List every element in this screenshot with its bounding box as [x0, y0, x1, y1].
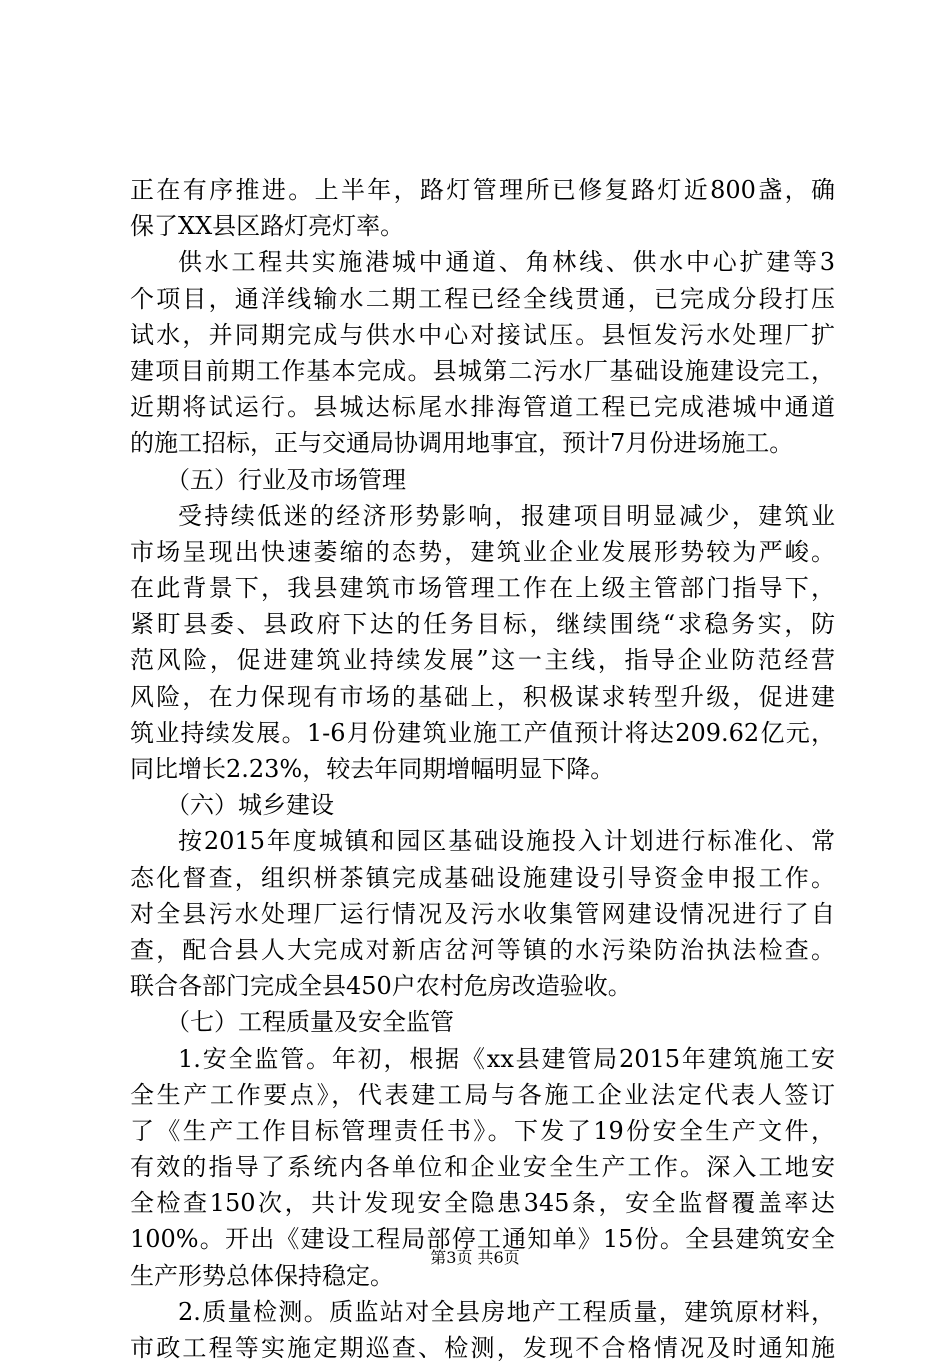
text-line: 有效的指导了系统内各单位和企业安全生产工作。深入工地安	[130, 1153, 835, 1182]
text-line: 生产形势总体保持稳定。	[130, 1261, 394, 1290]
text-line: 试水，并同期完成与供水中心对接试压。县恒发污水处理厂扩	[130, 320, 835, 349]
section-heading: （五）行业及市场管理	[166, 465, 406, 494]
section-heading: （七）工程质量及安全监管	[166, 1008, 454, 1037]
text-line: 的施工招标，正与交通局协调用地事宜，预计7月份进场施工。	[130, 429, 794, 458]
text-line: 范风险，促进建筑业持续发展”这一主线，指导企业防范经营	[130, 646, 835, 675]
text-line: 联合各部门完成全县450户农村危房改造验收。	[130, 972, 632, 1001]
text-line: 态化督查，组织栟茶镇完成基础设施建设引导资金申报工作。	[130, 863, 835, 892]
text-line: 查，配合县人大完成对新店岔河等镇的水污染防治执法检查。	[130, 935, 835, 964]
text-line: 筑业持续发展。1-6月份建筑业施工产值预计将达209.62亿元，	[130, 718, 835, 747]
text-line: 紧盯县委、县政府下达的任务目标，继续围绕“求稳务实，防	[130, 610, 835, 639]
text-line: 全生产工作要点》，代表建工局与各施工企业法定代表人签订	[130, 1080, 835, 1109]
document-body	[130, 172, 835, 1366]
text-line: 按2015年度城镇和园区基础设施投入计划进行标准化、常	[178, 827, 835, 856]
text-line: 正在有序推进。上半年，路灯管理所已修复路灯近800盏，确	[130, 176, 835, 204]
text-line: 市场呈现出快速萎缩的态势，建筑业企业发展形势较为严峻。	[130, 537, 835, 566]
text-line: 受持续低迷的经济形势影响，报建项目明显减少，建筑业	[178, 501, 835, 530]
text-line: 近期将试运行。县城达标尾水排海管道工程已完成港城中通道	[130, 393, 835, 422]
text-line: 100%。开出《建设工程局部停工通知单》15份。全县建筑安全	[130, 1225, 835, 1254]
text-line: 保了XX县区路灯亮灯率。	[130, 212, 405, 241]
text-line: 对全县污水处理厂运行情况及污水收集管网建设情况进行了自	[130, 899, 835, 928]
text-line: 供水工程共实施港城中通道、角林线、供水中心扩建等3	[178, 248, 835, 277]
text-line: 风险，在力保现有市场的基础上，积极谋求转型升级，促进建	[130, 682, 835, 711]
text-line: 2.质量检测。质监站对全县房地产工程质量，建筑原材料，	[178, 1297, 835, 1326]
section-heading: （六）城乡建设	[166, 791, 334, 820]
text-line: 市政工程等实施定期巡查、检测，发现不合格情况及时通知施	[130, 1334, 835, 1362]
text-line: 同比增长2.23%，较去年同期增幅明显下降。	[130, 755, 615, 783]
text-line: 了《生产工作目标管理责任书》。下发了19份安全生产文件，	[130, 1116, 835, 1145]
text-line: 1.安全监管。年初，根据《xx县建管局2015年建筑施工安	[178, 1044, 835, 1073]
text-line: 全检查150次，共计发现安全隐患345条，安全监督覆盖率达	[130, 1189, 835, 1218]
text-line: 在此背景下，我县建筑市场管理工作在上级主管部门指导下，	[130, 574, 835, 603]
text-line: 个项目，通洋线输水二期工程已经全线贯通，已完成分段打压	[130, 284, 835, 313]
text-line: 建项目前期工作基本完成。县城第二污水厂基础设施建设完工，	[130, 356, 835, 385]
page-footer: 第3页 共6页	[430, 1248, 520, 1267]
